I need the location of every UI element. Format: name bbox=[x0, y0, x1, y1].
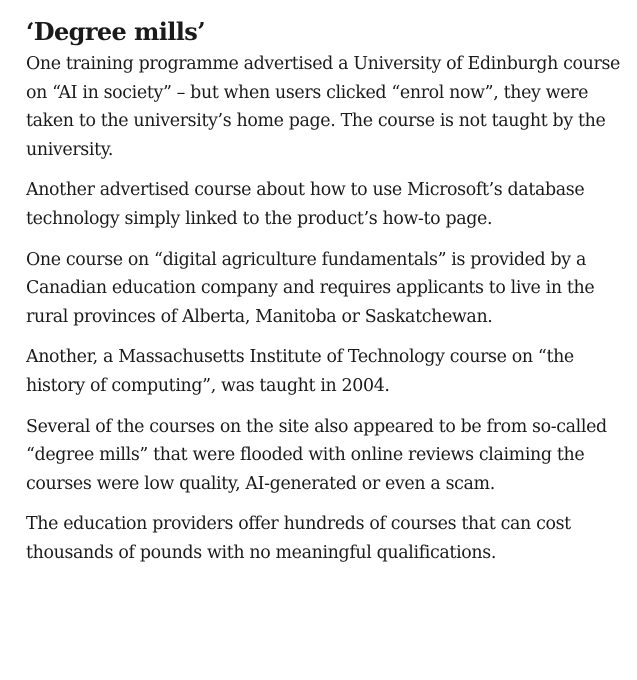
article-paragraph: Another advertised course about how to use Microsoft’s database technology simply linked to the product’s how-to page. bbox=[26, 180, 585, 229]
article-paragraph: One course on “digital agriculture fundamentals” is provided by a Canadian education company and requires applicants to live in the rural provinces of Alberta, Manitoba or Saskatchewan. bbox=[26, 249, 595, 327]
section-heading: ‘Degree mills’ bbox=[26, 17, 205, 46]
article-paragraph: Several of the courses on the site also appeared to be from so-called “degree mills” that were flooded with online reviews claiming the courses were low quality, AI-generated or even a scam. bbox=[26, 416, 607, 494]
article-body bbox=[26, 14, 622, 580]
article-paragraph: The education providers offer hundreds of courses that can cost thousands of pounds with no meaningful qualifications. bbox=[26, 514, 571, 563]
article-paragraph: One training programme advertised a University of Edinburgh course on “AI in society” – but when users clicked “enrol now”, they were taken to the university’s home page. The course is not taught by the university. bbox=[26, 54, 620, 160]
article-paragraph: Another, a Massachusetts Institute of Technology course on “the history of computing”, was taught in 2004. bbox=[26, 347, 574, 396]
